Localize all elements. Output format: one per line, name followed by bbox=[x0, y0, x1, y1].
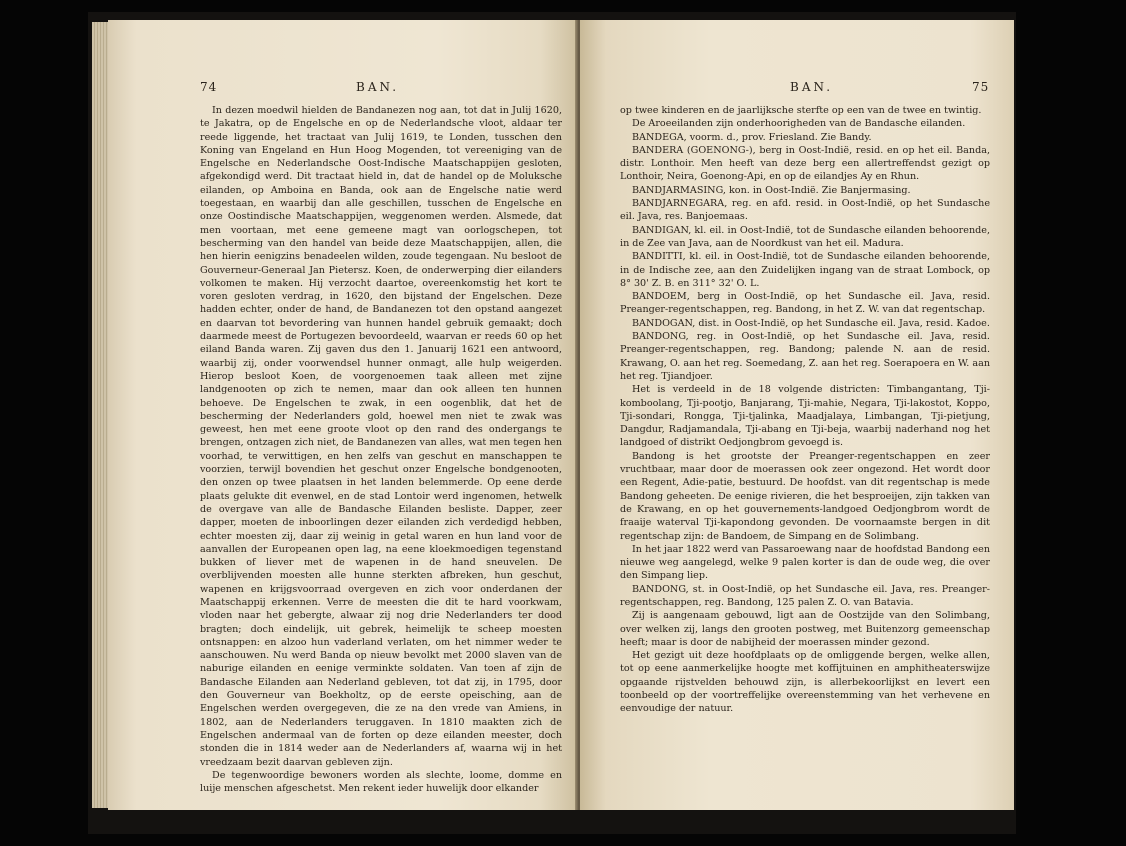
page-number-right: 75 bbox=[972, 80, 990, 94]
entry: BANDJARNEGARA, reg. en afd. resid. in Oost-Indië, op het Sundasche eil. Java, res. Banjoemaas. bbox=[620, 198, 990, 223]
paragraph: op twee kinderen en de jaarlijksche sterfte op een van de twee en twintig. bbox=[620, 105, 982, 116]
entry: BANDJARMASING, kon. in Oost-Indië. Zie Banjermasing. bbox=[632, 184, 911, 196]
page-number-left: 74 bbox=[200, 80, 218, 94]
paragraph: In het jaar 1822 werd van Passaroewang naar de hoofdstad Bandong een nieuwe weg aangelegd, welke 9 palen korter is dan de oude weg, die over den Simpang liep. bbox=[620, 543, 990, 582]
running-head-right: BAN. bbox=[790, 80, 834, 94]
entry: BANDITTI, kl. eil. in Oost-Indië, tot de Sundasche eilanden behoorende, in de Indische zee, aan den Zuidelijken ingang van de straat Lombock, op 8° 30' Z. B. en 311° 32' O. L. bbox=[620, 251, 990, 289]
entry: BANDONG, st. in Oost-Indië, op het Sundasche eil. Java, res. Preanger-regentschappen, reg. Bandong, 125 palen Z. O. van Batavia. bbox=[620, 583, 990, 608]
paragraph: De Aroeeilanden zijn onderhoorigheden van de Bandasche eilanden. bbox=[632, 118, 966, 130]
paragraph: Bandong is het grootste der Preanger-regentschappen en zeer vruchtbaar, maar door de moerassen ook zeer ongezond. Het wordt door een Regent, Adie-patie, bestuurd. De hoofdst. van dit regentschap is mede Bandong geheeten. De eenige rivieren, die het besproeijen, zijn takken van de Krawang, en op het gouvernements-landgoed Oedjongbrom wordt de fraaije waterval Tji-kapondong gevonden. De voornaamste bergen in dit regentschap zijn: de Bandoem, de Simpang en de Solimbang. bbox=[620, 450, 990, 542]
entry: BANDONG, reg. in Oost-Indië, op het Sundasche eil. Java, resid. Preanger-regentschappen, reg. Bandong; palende N. aan de resid. Krawang, O. aan het reg. Soemedang, Z. aan het reg. Soerapoera en W. aan het reg. Tjiandjoer. bbox=[620, 331, 990, 382]
running-head-left: BAN. bbox=[356, 80, 400, 94]
right-page-body bbox=[620, 104, 990, 716]
entry: BANDIGAN, kl. eil. in Oost-Indië, tot de Sundasche eilanden behoorende, in de Zee van Java, aan de Noordkust van het eil. Madura. bbox=[620, 224, 990, 249]
left-page-body bbox=[200, 104, 562, 795]
right-page bbox=[580, 20, 1014, 810]
left-page bbox=[108, 20, 578, 810]
entry: BANDERA (GOENONG-), berg in Oost-Indië, resid. en op het eil. Banda, distr. Lonthoir. Men heeft van deze berg een allertreffendst gezigt op Lonthoir, Neira, Goenong-Api, en op de eilandjes Ay en Rhun. bbox=[620, 144, 990, 183]
paragraph: Het is verdeeld in de 18 volgende districten: Timbangantang, Tji-komboolang, Tji-pootjo, Banjarang, Tji-mahie, Negara, Tji-lakostot, Koppo, Tji-sondari, Rongga, Tji-tjalinka, Maadjalaya, Limbangan, Tji-pietjung, Dangdur, Radjamandala, Tji-abang en Tji-beja, waarbij naderhand nog het landgoed of distrikt Oedjongbrom gevoegd is. bbox=[620, 384, 990, 449]
paragraph: De tegenwoordige bewoners worden als slechte, loome, domme en luije menschen afgeschetst. Men rekent ieder huwelijk door elkander bbox=[200, 769, 562, 795]
entry: BANDOGAN, dist. in Oost-Indië, op het Sundasche eil. Java, resid. Kadoe. bbox=[632, 317, 990, 329]
entry: BANDEGA, voorm. d., prov. Friesland. Zie Bandy. bbox=[632, 131, 872, 143]
paragraph: Het gezigt uit deze hoofdplaats op de omliggende bergen, welke allen, tot op eene aanmerkelijke hoogte met koffijtuinen en amphitheaterswijze opgaande rijstvelden behouwd zijn, is allerbekoorlijkst en levert een toonbeeld op der voortreffelijke overeenstemming van het verhevene en eenvoudige der natuur. bbox=[620, 650, 990, 715]
paragraph: Zij is aangenaam gebouwd, ligt aan de Oostzijde van den Solimbang, over welken zij, langs den grooten postweg, met Buitenzorg gemeenschap heeft; maar is door de nabijheid der moerassen minder gezond. bbox=[620, 610, 990, 648]
paragraph: In dezen moedwil hielden de Bandanezen nog aan, tot dat in Julij 1620, te Jakatra, op de Engelsche en op de Nederlandsche vloot, aldaar ter reede liggende, het tractaat van Julij 1619, te Londen, tusschen den Koning van Engeland en Hun Hoog Mogenden, tot vereeniging van de Engelsche en Nederlandsche Oost-Indische Maatschappijen gesloten, afgekondigd werd. Dit tractaat hield in, dat de handel op de Moluksche eilanden, op Amboina en Banda, ook aan de Engelsche natie werd toegestaan, en waarbij dan alle geschillen, tusschen de Engelsche en onze Oostindische Maatschappijen, weggenomen werden. Alsmede, dat men voortaan, met eene gemeene magt van oorlogschepen, tot bescherming van den handel van beide deze Maatschappijen, allen, die hen hierin eenigzins benadeelen wilden, zoude tegengaan. Nu besloot de Gouverneur-Generaal Jan Pietersz. Koen, de onderwerping dier eilanders volkomen te maken. Hij verzocht daartoe, overeenkomstig het kort te voren gesloten verdrag, in 1620, den bijstand der Engelschen. Deze hadden echter, onder de hand, de Bandanezen tot den opstand aangezet en daarvan tot bevordering van hunnen handel gebruik gemaakt; doch daarmede meest de Portugezen bevoordeeld, waarvan er reeds 60 op het eiland Banda waren. Zij gaven dus den 1. Januarij 1621 een antwoord, waarbij zij, onder voorwendsel hunner onmagt, alle hulp weigerden. Hierop besloot Koen, de voorgenoemen taak alleen met zijne landgenooten op zich te nemen, maar dan ook alleen ten hunnen behoeve. De Engelschen te zwak, in een oogenblik, dat het de bescherming der Nederlanders gold, hoewel men niet te zwak was geweest, hen met eene groote vloot op den rand des ondergangs te brengen, ontzagen zich niet, de Bandanezen van alles, wat men tegen hen voorhad, te verwittigen, en hen zelfs van geschut en manschappen te voorzien, terwijl bovendien het geschut onzer Engelsche bondgenooten, den onzen op twee plaatsen in het landen belemmerde. Op eene derde plaats gelukte dit evenwel, en de stad Lontoir werd ingenomen, hetwelk de overgave van alle de Bandasche Eilanden besliste. Dapper, zeer dapper, moeten de inboorlingen dezer eilanden zich verdedigd hebben, echter moesten zij, daar zij weinig in getal waren en hun land voor de aanvallen der Europeanen open lag, na eene kloekmoedigen tegenstand bukken of liever met de wapenen in de hand sneuvelen. De overblijvenden moesten alle hunne sterkten afbreken, hun geschut, wapenen en krijgsvoorraad overgeven en zich voor onderdanen der Maatschappij erkennen. Verre de meesten die dit te hard voorkwam, vloden naar het gebergte, alwaar zij nog drie Nederlanders ter dood bragten; doch eindelijk, uit gebrek, heimelijk te scheep moesten ontsnappen: en alzoo hun vaderland verlaten, om het nimmer weder te aanschouwen. Nu werd Banda op nieuw bevolkt met 2000 slaven van de naburige eilanden en eenige verminkte soldaten. Van toen af zijn de Bandasche Eilanden aan Nederland gebleven, tot dat zij, in 1795, door den Gouverneur van Boekholtz, op de eerste opeisching, aan de Engelschen werden overgegeven, die ze na den vrede van Amiens, in 1802, aan de Nederlanders teruggaven. In 1810 maakten zich de Engelschen andermaal van de forten op deze eilanden meester, doch stonden die in 1814 weder aan de Nederlanders af, waarna wij in het vreedzaam bezit daarvan gebleven zijn. bbox=[200, 105, 562, 768]
entry: BANDOEM, berg in Oost-Indië, op het Sundasche eil. Java, resid. Preanger-regentschappen, reg. Bandong, in het Z. W. van dat regentschap. bbox=[620, 291, 990, 316]
